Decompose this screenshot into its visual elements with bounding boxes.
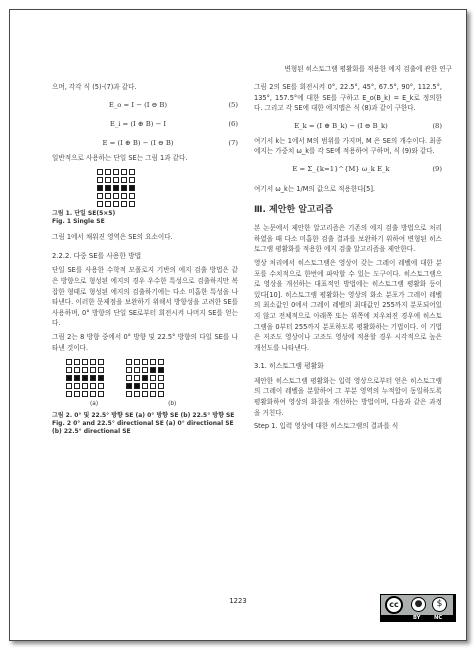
paragraph: 본 논문에서 제안한 알고리즘은 기존의 에지 검출 방법으로 처리하였을 때 다소 미흡한 검출 결과를 보완하기 위하여 변형된 히스토그램 평활화를 적용한 에지 검출 알고리즘을 제안한다. (254, 224, 442, 254)
figure-2-sublabels (90, 399, 238, 410)
sublabel-b: (b) (168, 401, 177, 408)
se-element-empty (74, 359, 80, 365)
se-element-empty (82, 359, 88, 365)
se-element-empty (74, 391, 80, 397)
paragraph: 그림 1에서 채워진 영역은 SE의 요소이다. (52, 233, 173, 242)
se-element-empty (134, 391, 140, 397)
document-page (9, 9, 467, 641)
se-element-empty (134, 359, 140, 365)
figure-2 (66, 359, 238, 397)
se-element-empty (82, 367, 88, 373)
se-element-empty (158, 375, 164, 381)
se-element-empty (74, 367, 80, 373)
se-element-empty (158, 359, 164, 365)
paragraph: 여기서 ω_k는 1/M의 값으로 적용한다[5]. (254, 184, 375, 193)
paragraph: 일반적으로 사용하는 단일 SE는 그림 1과 같다. (52, 153, 188, 162)
equation-formula: E = (I ⊕ B) − (I ⊖ B) (102, 138, 174, 147)
caption-english: Fig. 1 Single SE (52, 218, 105, 226)
attribution-icon: ● (411, 597, 426, 612)
equation-number: (5) (228, 100, 238, 109)
se-element-empty (98, 383, 104, 389)
equation-number: (9) (432, 164, 442, 173)
subsection-heading: 3.1. 히스토그램 평활화 (254, 362, 324, 371)
se-element-empty (142, 367, 148, 373)
se-element-filled (158, 367, 164, 373)
caption-english: Fig. 2 0° and 22.5° directional SE (a) 0° directional SE (b) 22.5° directional SE (52, 419, 234, 435)
running-header: 변형된 히스토그램 평활화를 적용한 에지 검출에 관한 연구 (284, 65, 452, 73)
equation-5 (52, 96, 238, 115)
caption-korean: 그림 1. 단일 SE(5×5) (52, 210, 116, 218)
paragraph: Step 1. 입력 영상에 대한 히스토그램의 결과를 식 (254, 422, 399, 431)
sublabel-a: (a) (90, 401, 99, 408)
figure-2-caption (52, 412, 238, 436)
se-element-empty (134, 367, 140, 373)
se-element-empty (126, 391, 132, 397)
se-element-empty (105, 193, 111, 199)
equation-number: (7) (228, 138, 238, 147)
se-element-filled (142, 375, 148, 381)
se-element-empty (90, 383, 96, 389)
se-element-empty (82, 383, 88, 389)
se-element-filled (105, 185, 111, 191)
se-element-empty (113, 177, 119, 183)
page-number: 1223 (229, 597, 247, 605)
se-element-empty (158, 383, 164, 389)
se-element-empty (142, 391, 148, 397)
se-element-filled (150, 367, 156, 373)
figure-1-grid (97, 169, 238, 207)
paragraph: 단일 SE를 사용한 수학적 모폴로지 기반의 에지 검출 방법은 같은 방향으로 형성된 에지의 경우 우수한 특성으로 검출하지만 복잡한 형태로 형성된 에지의 검출하기에는 다소 미흡한 특성을 나타낸다. 이러한 문제점을 보완하기 위해서 방향성을 고려한 SE를 사용하며, 0° 방향의 단일 SE로부터 회전시켜 나머지 SE를 얻는다. (52, 266, 238, 328)
subsection-heading: 2.2.2. 다중 SE를 사용한 방법 (52, 251, 142, 260)
se-element-empty (105, 201, 111, 207)
se-element-filled (97, 185, 103, 191)
se-element-empty (66, 359, 72, 365)
se-element-filled (74, 375, 80, 381)
se-element-empty (126, 375, 132, 381)
equation-8 (254, 117, 442, 136)
se-element-empty (121, 177, 127, 183)
se-element-empty (121, 201, 127, 207)
se-element-empty (90, 367, 96, 373)
cc-icon: cc (385, 596, 403, 614)
se-element-filled (126, 383, 132, 389)
se-element-empty (129, 169, 135, 175)
paragraph: 영상 처리에서 히스토그램은 영상이 갖는 그레이 레벨에 대한 분포를 수치적으로 한번에 파악할 수 있는 도구이다. 히스토그램으로 영상을 개선하는 대표적인 방법에는 히스토그램 평활화 등이 있다[10]. 히스토그램 평활화는 영상의 화소 분포가 그레이 레벨의 최소값인 0에서 그레이 레벨의 최대값인 255까지 분포되어있지 않고 전체적으로 아래쪽 또는 위쪽에 치우쳐진 경우에 히스토그램을 0부터 255까지 분포하도록 평활화하는 기법이다. 이 기법은 저조도 영상이나 고조도 영상에 적용할 경우 시각적으로 높은 개선도를 나타낸다. (254, 258, 442, 352)
left-column (52, 82, 238, 442)
se-element-filled (90, 375, 96, 381)
se-element-empty (98, 391, 104, 397)
se-element-empty (98, 367, 104, 373)
equation-formula: E_o = I − (I ⊖ B) (108, 100, 168, 109)
se-element-empty (105, 177, 111, 183)
equation-7 (52, 134, 238, 153)
figure-1-caption (52, 210, 238, 226)
cc-license-badge (380, 594, 456, 622)
noncommercial-icon: $ (432, 597, 447, 612)
se-element-empty (98, 359, 104, 365)
se-element-empty (142, 383, 148, 389)
se-element-empty (66, 391, 72, 397)
se-element-filled (113, 185, 119, 191)
paragraph: 제안한 히스토그램 평활화는 입력 영상으로부터 얻은 히스토그램의 그레이 레벨을 분할하여 그 부분 영역의 누적합이 동일하도록 평활화하여 영상의 화질을 개선하는 방법이며, 다음과 같은 과정을 거친다. (254, 376, 442, 417)
se-element-empty (150, 359, 156, 365)
se-element-empty (90, 359, 96, 365)
se-element-empty (74, 383, 80, 389)
se-element-filled (98, 375, 104, 381)
se-element-empty (97, 169, 103, 175)
license-by-label: BY (413, 615, 421, 621)
equation-9 (254, 160, 442, 184)
paragraph: 그림 2는 8 방향 중에서 0° 방향 및 22.5° 방향의 다일 SE를 나타낸 것이다. (52, 332, 238, 352)
se-element-empty (105, 169, 111, 175)
se-element-filled (121, 185, 127, 191)
equation-formula: E = Σ_{k=1}^{M} ω_k E_k (292, 164, 390, 173)
se-element-filled (82, 375, 88, 381)
se-element-empty (134, 375, 140, 381)
right-column (254, 82, 442, 435)
se-element-empty (150, 375, 156, 381)
se-element-empty (97, 201, 103, 207)
se-element-filled (66, 375, 72, 381)
equation-number: (8) (432, 121, 442, 130)
paragraph: 여기서 k는 1에서 M의 범위를 가지며, M 은 SE의 개수이다. 최종 에지는 가중치 ω_k를 각 SE에 적용하여 구하며, 식 (9)와 같다. (254, 136, 442, 156)
se-element-empty (97, 177, 103, 183)
se-element-empty (121, 193, 127, 199)
equation-number: (6) (228, 119, 238, 128)
se-element-empty (150, 391, 156, 397)
figure-2b-grid (126, 359, 164, 397)
se-element-empty (113, 169, 119, 175)
se-element-filled (129, 185, 135, 191)
equation-formula: E_k = (I ⊕ B_k) − (I ⊖ B_k) (294, 121, 388, 130)
se-element-empty (97, 193, 103, 199)
se-element-empty (129, 193, 135, 199)
equation-formula: E_i = (I ⊕ B) − I (109, 119, 167, 128)
se-element-empty (113, 193, 119, 199)
se-element-empty (66, 383, 72, 389)
se-element-empty (82, 391, 88, 397)
se-element-empty (126, 359, 132, 365)
se-element-empty (90, 391, 96, 397)
se-element-empty (142, 359, 148, 365)
se-element-empty (129, 201, 135, 207)
caption-korean: 그림 2. 0° 및 22.5° 방향 SE (a) 0° 방향 SE (b) 22.5° 방향 SE (52, 411, 235, 419)
se-element-empty (126, 367, 132, 373)
se-element-empty (150, 383, 156, 389)
se-element-empty (66, 367, 72, 373)
figure-2a-grid (66, 359, 104, 397)
se-element-empty (158, 391, 164, 397)
equation-6 (52, 115, 238, 134)
se-element-empty (121, 169, 127, 175)
se-element-empty (113, 201, 119, 207)
paragraph: 그림 2의 SE를 회전시켜 0°, 22.5°, 45°, 67.5°, 90°, 112.5°, 135°, 157.5°에 대한 SE를 구하고 E_o(B_k) = E_k로 정의한다. 그리고 각 SE에 대한 에지맵은 식 (8)과 같이 구한다. (254, 83, 442, 113)
se-element-filled (134, 383, 140, 389)
license-nc-label: NC (434, 615, 443, 621)
paragraph: 으며, 각각 식 (5)-(7)과 같다. (52, 83, 137, 91)
section-heading: Ⅲ. 제안한 알고리즘 (254, 204, 334, 215)
se-element-empty (129, 177, 135, 183)
